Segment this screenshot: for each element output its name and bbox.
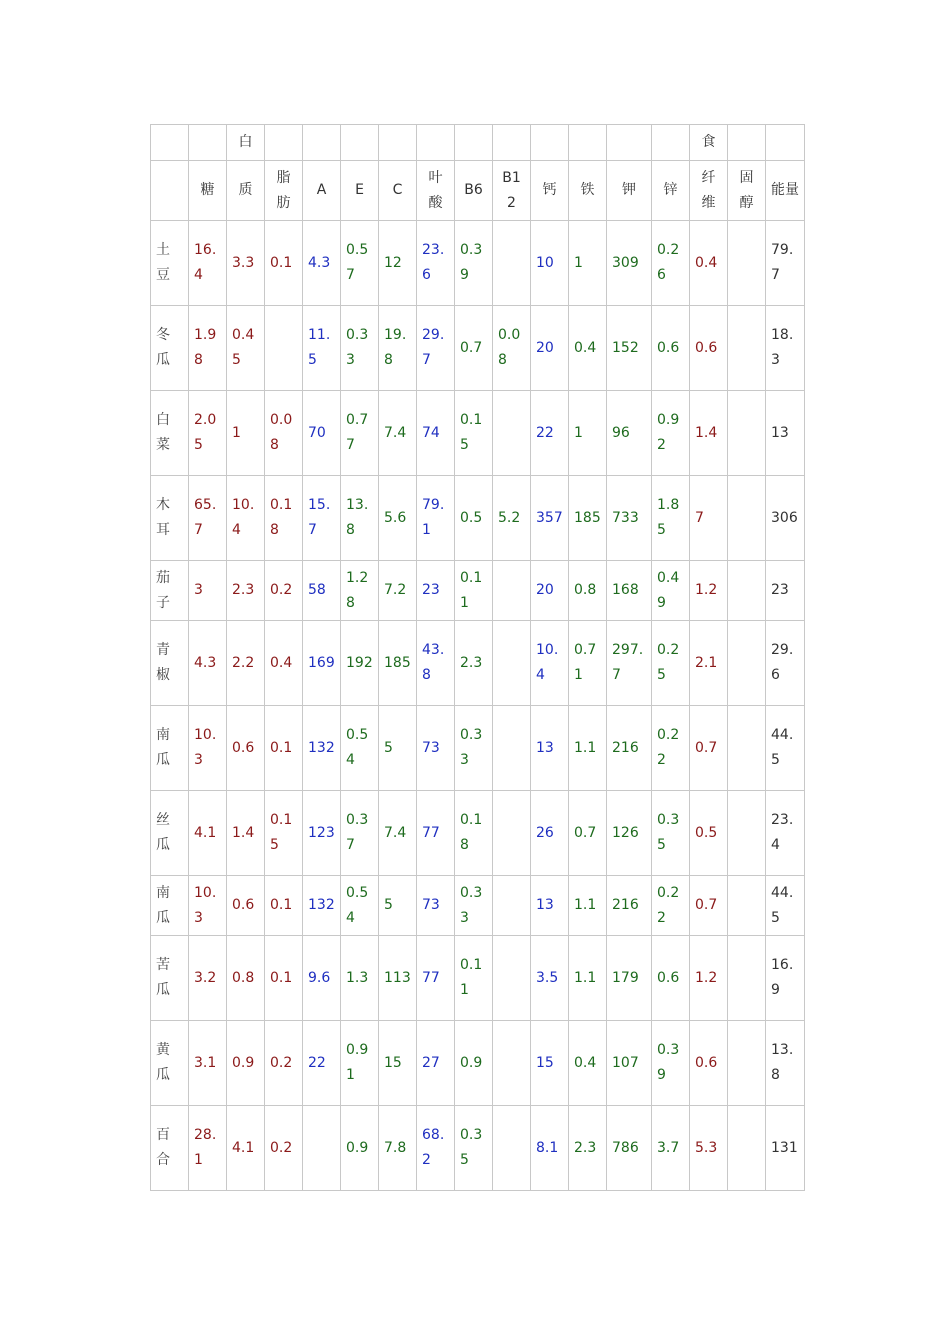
table-cell: 7.4 [379,391,417,476]
table-cell: 126 [607,791,652,876]
table-cell: 23 [766,561,805,621]
table-row [151,306,805,391]
table-cell: 2.3 [569,1106,607,1191]
table-cell: 12 [379,221,417,306]
column-header: 脂肪 [265,161,303,221]
table-cell: 15.7 [303,476,341,561]
table-cell: 10.3 [189,876,227,936]
table-cell: 0.4 [569,1021,607,1106]
table-cell: 23.4 [766,791,805,876]
table-cell: 22 [303,1021,341,1106]
table-cell: 13 [766,391,805,476]
table-cell [493,1106,531,1191]
table-cell: 43.8 [417,621,455,706]
table-cell: 5.2 [493,476,531,561]
table-cell: 152 [607,306,652,391]
row-label: 南瓜 [151,876,189,936]
table-cell: 3.2 [189,936,227,1021]
table-cell: 0.7 [455,306,493,391]
table-cell: 179 [607,936,652,1021]
table-cell: 0.4 [265,621,303,706]
table-cell: 0.6 [227,876,265,936]
table-cell: 0.5 [690,791,728,876]
table-cell: 0.9 [341,1106,379,1191]
table-cell [493,1021,531,1106]
header-top-cell [531,125,569,161]
table-cell [728,1106,766,1191]
table-row [151,391,805,476]
table-cell: 169 [303,621,341,706]
table-cell: 0.7 [569,791,607,876]
table-cell: 0.5 [455,476,493,561]
table-cell: 10.4 [227,476,265,561]
table-cell: 73 [417,706,455,791]
table-cell: 0.9 [455,1021,493,1106]
table-cell: 1 [569,391,607,476]
table-cell: 0.22 [652,706,690,791]
table-cell: 79.1 [417,476,455,561]
row-label: 青椒 [151,621,189,706]
table-cell [728,706,766,791]
table-cell: 0.2 [265,561,303,621]
table-cell: 0.4 [569,306,607,391]
table-cell: 65.7 [189,476,227,561]
table-cell: 0.18 [265,476,303,561]
table-cell: 306 [766,476,805,561]
table-cell: 1.28 [341,561,379,621]
table-cell: 0.39 [652,1021,690,1106]
header-top-cell [607,125,652,161]
table-cell: 1.1 [569,876,607,936]
table-cell: 0.11 [455,936,493,1021]
table-cell: 185 [569,476,607,561]
table-cell: 5 [379,706,417,791]
table-cell: 0.71 [569,621,607,706]
table-cell: 0.18 [455,791,493,876]
table-cell: 77 [417,936,455,1021]
table-cell: 15 [379,1021,417,1106]
table-cell: 0.8 [227,936,265,1021]
table-cell: 10 [531,221,569,306]
table-cell: 79.7 [766,221,805,306]
table-cell: 11.5 [303,306,341,391]
table-cell: 96 [607,391,652,476]
table-cell: 216 [607,876,652,936]
table-cell: 7.8 [379,1106,417,1191]
table-cell [728,561,766,621]
row-label: 茄子 [151,561,189,621]
table-cell: 8.1 [531,1106,569,1191]
table-cell: 0.54 [341,876,379,936]
table-cell [728,876,766,936]
table-cell [728,1021,766,1106]
table-cell: 0.1 [265,876,303,936]
table-cell: 0.33 [455,876,493,936]
header-top-cell [455,125,493,161]
column-header: 锌 [652,161,690,221]
row-label: 黄瓜 [151,1021,189,1106]
table-cell: 0.33 [455,706,493,791]
table-cell: 3.5 [531,936,569,1021]
header-top-cell [728,125,766,161]
table-cell: 0.22 [652,876,690,936]
table-cell: 0.11 [455,561,493,621]
table-cell [728,936,766,1021]
table-cell: 1.2 [690,936,728,1021]
column-header: 糖 [189,161,227,221]
header-top-cell [417,125,455,161]
header-top-cell [493,125,531,161]
table-row [151,1021,805,1106]
table-cell: 0.33 [341,306,379,391]
column-header: 固醇 [728,161,766,221]
table-cell: 22 [531,391,569,476]
table-cell: 107 [607,1021,652,1106]
table-cell [728,476,766,561]
header-top-cell [189,125,227,161]
column-header: A [303,161,341,221]
table-cell: 44.5 [766,876,805,936]
table-row [151,561,805,621]
table-cell [728,791,766,876]
table-cell: 192 [341,621,379,706]
table-cell: 73 [417,876,455,936]
table-cell: 0.9 [227,1021,265,1106]
table-cell: 0.6 [652,936,690,1021]
table-cell: 0.26 [652,221,690,306]
table-cell: 29.6 [766,621,805,706]
table-cell: 297.7 [607,621,652,706]
table-cell: 0.08 [265,391,303,476]
table-cell: 27 [417,1021,455,1106]
table-cell: 0.92 [652,391,690,476]
table-cell: 2.3 [455,621,493,706]
table-cell: 1.4 [690,391,728,476]
table-cell [265,306,303,391]
table-cell: 0.15 [455,391,493,476]
table-cell: 0.4 [690,221,728,306]
table-row [151,706,805,791]
table-cell: 15 [531,1021,569,1106]
table-cell: 131 [766,1106,805,1191]
column-header [151,161,189,221]
table-cell: 0.2 [265,1106,303,1191]
table-cell: 0.91 [341,1021,379,1106]
table-cell [728,391,766,476]
table-cell: 185 [379,621,417,706]
table-cell: 309 [607,221,652,306]
table-cell: 70 [303,391,341,476]
table-cell: 0.49 [652,561,690,621]
table-cell: 0.1 [265,936,303,1021]
table-cell: 18.3 [766,306,805,391]
table-cell: 5 [379,876,417,936]
column-header: 质 [227,161,265,221]
table-cell: 0.08 [493,306,531,391]
table-cell: 0.25 [652,621,690,706]
header-row-top [151,125,805,161]
table-cell: 216 [607,706,652,791]
header-top-cell [151,125,189,161]
table-cell [493,561,531,621]
table-cell: 0.6 [652,306,690,391]
header-top-cell [569,125,607,161]
table-cell: 2.3 [227,561,265,621]
table-cell: 68.2 [417,1106,455,1191]
table-cell [728,621,766,706]
table-cell: 123 [303,791,341,876]
table-cell: 4.1 [227,1106,265,1191]
header-top-cell [341,125,379,161]
table-cell: 4.3 [303,221,341,306]
table-cell: 5.6 [379,476,417,561]
table-cell [493,936,531,1021]
table-cell: 132 [303,876,341,936]
table-cell: 16.9 [766,936,805,1021]
header-top-cell [652,125,690,161]
column-header: 钙 [531,161,569,221]
header-row [151,161,805,221]
table-cell: 0.57 [341,221,379,306]
table-cell: 20 [531,306,569,391]
nutrition-table [150,124,805,1191]
table-cell: 74 [417,391,455,476]
table-cell [303,1106,341,1191]
table-cell: 1.98 [189,306,227,391]
table-cell: 3.3 [227,221,265,306]
table-cell: 9.6 [303,936,341,1021]
table-cell: 7.2 [379,561,417,621]
table-cell: 1.85 [652,476,690,561]
header-top-cell: 食 [690,125,728,161]
table-cell: 2.1 [690,621,728,706]
table-cell: 13 [531,876,569,936]
table-cell: 29.7 [417,306,455,391]
table-cell: 13 [531,706,569,791]
table-row [151,476,805,561]
row-label: 丝瓜 [151,791,189,876]
table-cell: 77 [417,791,455,876]
table-cell: 28.1 [189,1106,227,1191]
table-cell [493,621,531,706]
column-header: 钾 [607,161,652,221]
column-header: B12 [493,161,531,221]
table-row [151,791,805,876]
table-cell: 19.8 [379,306,417,391]
table-cell: 1.3 [341,936,379,1021]
row-label: 白菜 [151,391,189,476]
table-cell: 10.4 [531,621,569,706]
column-header: C [379,161,417,221]
column-header: B6 [455,161,493,221]
header-top-cell: 白 [227,125,265,161]
table-cell: 357 [531,476,569,561]
table-cell: 0.1 [265,221,303,306]
table-cell: 0.15 [265,791,303,876]
table-cell: 16.4 [189,221,227,306]
table-cell: 0.45 [227,306,265,391]
table-cell: 1.1 [569,936,607,1021]
table-cell: 2.2 [227,621,265,706]
column-header: 纤维 [690,161,728,221]
row-label: 苦瓜 [151,936,189,1021]
table-cell [728,306,766,391]
table-row [151,621,805,706]
column-header: E [341,161,379,221]
table-cell: 3.1 [189,1021,227,1106]
table-cell: 7.4 [379,791,417,876]
header-top-cell [303,125,341,161]
table-cell: 0.6 [690,1021,728,1106]
table-row [151,936,805,1021]
header-top-cell [766,125,805,161]
table-cell: 0.35 [455,1106,493,1191]
table-cell: 132 [303,706,341,791]
column-header: 铁 [569,161,607,221]
table-cell: 0.7 [690,876,728,936]
table-cell: 4.3 [189,621,227,706]
table-cell [493,221,531,306]
table-cell: 0.7 [690,706,728,791]
table-cell [493,876,531,936]
table-cell: 5.3 [690,1106,728,1191]
table-cell: 0.1 [265,706,303,791]
table-cell: 0.77 [341,391,379,476]
table-cell: 13.8 [341,476,379,561]
table-cell: 1.4 [227,791,265,876]
table-cell: 0.54 [341,706,379,791]
table-cell: 0.2 [265,1021,303,1106]
header-top-cell [379,125,417,161]
table-cell: 20 [531,561,569,621]
table-cell: 3 [189,561,227,621]
table-cell: 1.2 [690,561,728,621]
table-cell: 23 [417,561,455,621]
table-cell: 1 [569,221,607,306]
table-cell [493,391,531,476]
row-label: 土豆 [151,221,189,306]
table-cell: 58 [303,561,341,621]
table-cell: 0.6 [690,306,728,391]
table-cell: 26 [531,791,569,876]
table-cell: 0.39 [455,221,493,306]
table-cell: 2.05 [189,391,227,476]
table-cell: 44.5 [766,706,805,791]
row-label: 木耳 [151,476,189,561]
header-top-cell [265,125,303,161]
table-cell: 168 [607,561,652,621]
table-cell: 4.1 [189,791,227,876]
row-label: 百合 [151,1106,189,1191]
table-cell [493,791,531,876]
row-label: 南瓜 [151,706,189,791]
column-header: 叶酸 [417,161,455,221]
table-row [151,1106,805,1191]
table-cell: 0.37 [341,791,379,876]
table-cell: 113 [379,936,417,1021]
table-cell: 13.8 [766,1021,805,1106]
table-cell: 786 [607,1106,652,1191]
table-cell: 0.6 [227,706,265,791]
table-cell: 7 [690,476,728,561]
table-cell: 10.3 [189,706,227,791]
row-label: 冬瓜 [151,306,189,391]
table-cell: 733 [607,476,652,561]
table-cell: 1 [227,391,265,476]
table-cell: 23.6 [417,221,455,306]
table-cell [728,221,766,306]
table-cell: 0.8 [569,561,607,621]
table-cell: 3.7 [652,1106,690,1191]
table-row [151,876,805,936]
column-header: 能量 [766,161,805,221]
table-cell: 1.1 [569,706,607,791]
table-cell: 0.35 [652,791,690,876]
table-row [151,221,805,306]
table-cell [493,706,531,791]
